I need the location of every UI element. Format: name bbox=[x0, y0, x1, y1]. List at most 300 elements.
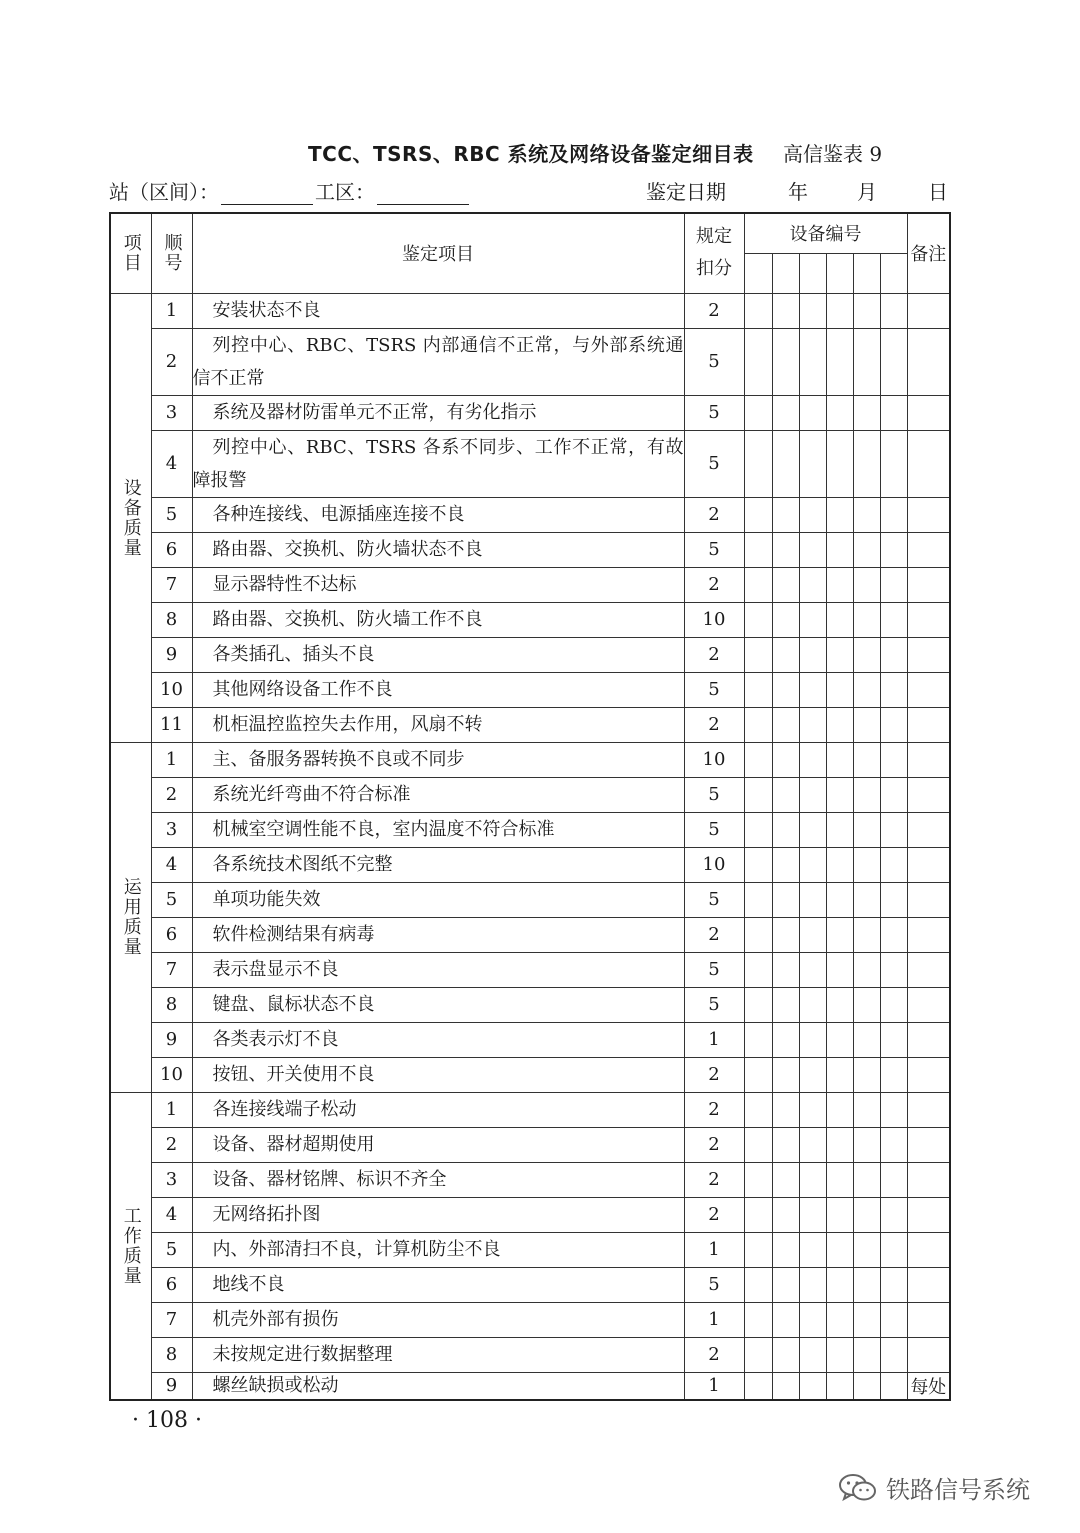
device-cell[interactable] bbox=[826, 328, 853, 395]
device-cell[interactable] bbox=[744, 1162, 772, 1197]
remark-cell[interactable] bbox=[907, 707, 950, 742]
device-cell[interactable] bbox=[826, 430, 853, 497]
seq-cell: 7 bbox=[151, 952, 192, 987]
seq-cell: 6 bbox=[151, 917, 192, 952]
remark-cell[interactable] bbox=[907, 1197, 950, 1232]
remark-cell[interactable] bbox=[907, 1162, 950, 1197]
item-cell: 无网络拓扑图 bbox=[192, 1197, 684, 1232]
device-cell[interactable] bbox=[826, 777, 853, 812]
device-cell[interactable] bbox=[799, 637, 826, 672]
item-cell: 列控中心、RBC、TSRS 各系不同步、工作不正常，有故障报警 bbox=[192, 430, 684, 497]
device-cell[interactable] bbox=[744, 293, 772, 328]
device-cell[interactable] bbox=[744, 952, 772, 987]
deduct-cell: 2 bbox=[684, 293, 744, 328]
device-cell[interactable] bbox=[799, 328, 826, 395]
device-cell[interactable] bbox=[826, 1197, 853, 1232]
device-cell[interactable] bbox=[826, 1337, 853, 1372]
device-cell[interactable] bbox=[744, 1022, 772, 1057]
device-cell[interactable] bbox=[880, 1092, 907, 1127]
table-row bbox=[110, 395, 950, 430]
device-cell[interactable] bbox=[799, 987, 826, 1022]
device-cell[interactable] bbox=[772, 1232, 799, 1267]
device-cell[interactable] bbox=[826, 812, 853, 847]
item-cell: 机械室空调性能不良，室内温度不符合标准 bbox=[192, 812, 684, 847]
device-cell[interactable] bbox=[799, 917, 826, 952]
device-cell[interactable] bbox=[826, 847, 853, 882]
seq-cell: 3 bbox=[151, 812, 192, 847]
remark-cell[interactable] bbox=[907, 637, 950, 672]
seq-cell: 11 bbox=[151, 707, 192, 742]
device-cell[interactable] bbox=[853, 917, 880, 952]
table-row bbox=[110, 1372, 950, 1400]
device-cell[interactable] bbox=[772, 395, 799, 430]
remark-cell[interactable] bbox=[907, 882, 950, 917]
device-cell[interactable] bbox=[772, 1162, 799, 1197]
device-cell[interactable] bbox=[744, 532, 772, 567]
remark-cell[interactable] bbox=[907, 1057, 950, 1092]
device-cell[interactable] bbox=[744, 1232, 772, 1267]
seq-cell: 1 bbox=[151, 742, 192, 777]
remark-cell[interactable] bbox=[907, 395, 950, 430]
device-cell[interactable] bbox=[799, 1267, 826, 1302]
device-cell[interactable] bbox=[772, 1337, 799, 1372]
device-cell[interactable] bbox=[880, 1162, 907, 1197]
deduct-cell: 5 bbox=[684, 430, 744, 497]
device-cell[interactable] bbox=[799, 293, 826, 328]
deduct-cell: 5 bbox=[684, 882, 744, 917]
deduct-cell: 10 bbox=[684, 742, 744, 777]
device-cell[interactable] bbox=[744, 602, 772, 637]
device-cell[interactable] bbox=[880, 917, 907, 952]
device-cell[interactable] bbox=[880, 328, 907, 395]
date-label: 鉴定日期 bbox=[646, 180, 726, 204]
device-cell[interactable] bbox=[853, 847, 880, 882]
device-cell[interactable] bbox=[799, 1372, 826, 1400]
deduct-cell: 1 bbox=[684, 1372, 744, 1400]
device-cell[interactable] bbox=[826, 1372, 853, 1400]
device-cell[interactable] bbox=[880, 777, 907, 812]
item-cell: 设备、器材铭牌、标识不齐全 bbox=[192, 1162, 684, 1197]
device-cell[interactable] bbox=[799, 1197, 826, 1232]
device-cell[interactable] bbox=[744, 1127, 772, 1162]
device-cell[interactable] bbox=[744, 847, 772, 882]
device-cell[interactable] bbox=[880, 395, 907, 430]
table-row bbox=[110, 1057, 950, 1092]
device-cell[interactable] bbox=[772, 293, 799, 328]
deduct-cell: 1 bbox=[684, 1232, 744, 1267]
device-cell[interactable] bbox=[853, 987, 880, 1022]
device-cell[interactable] bbox=[880, 1232, 907, 1267]
device-cell[interactable] bbox=[772, 497, 799, 532]
device-col-5[interactable] bbox=[853, 253, 880, 293]
device-cell[interactable] bbox=[772, 777, 799, 812]
device-cell[interactable] bbox=[826, 1127, 853, 1162]
device-cell[interactable] bbox=[826, 1057, 853, 1092]
device-cell[interactable] bbox=[826, 497, 853, 532]
table-row bbox=[110, 742, 950, 777]
device-col-1[interactable] bbox=[744, 253, 772, 293]
device-cell[interactable] bbox=[744, 328, 772, 395]
remark-cell[interactable] bbox=[907, 812, 950, 847]
device-cell[interactable] bbox=[772, 707, 799, 742]
device-cell[interactable] bbox=[826, 567, 853, 602]
item-cell: 软件检测结果有病毒 bbox=[192, 917, 684, 952]
device-cell[interactable] bbox=[744, 742, 772, 777]
table-row bbox=[110, 952, 950, 987]
device-col-2[interactable] bbox=[772, 253, 799, 293]
device-cell[interactable] bbox=[799, 1232, 826, 1267]
device-cell[interactable] bbox=[826, 532, 853, 567]
device-col-6[interactable] bbox=[880, 253, 907, 293]
device-cell[interactable] bbox=[880, 1197, 907, 1232]
device-cell[interactable] bbox=[799, 1092, 826, 1127]
device-cell[interactable] bbox=[826, 1092, 853, 1127]
device-cell[interactable] bbox=[799, 707, 826, 742]
device-col-3[interactable] bbox=[799, 253, 826, 293]
device-cell[interactable] bbox=[744, 1372, 772, 1400]
device-cell[interactable] bbox=[853, 430, 880, 497]
seq-cell: 8 bbox=[151, 1337, 192, 1372]
item-cell: 系统及器材防雷单元不正常，有劣化指示 bbox=[192, 395, 684, 430]
seq-cell: 8 bbox=[151, 987, 192, 1022]
deduct-cell: 5 bbox=[684, 952, 744, 987]
device-cell[interactable] bbox=[826, 882, 853, 917]
device-cell[interactable] bbox=[880, 707, 907, 742]
device-cell[interactable] bbox=[853, 1162, 880, 1197]
device-cell[interactable] bbox=[772, 952, 799, 987]
month-label: 月 bbox=[857, 180, 877, 204]
item-cell: 系统光纤弯曲不符合标准 bbox=[192, 777, 684, 812]
table-row bbox=[110, 672, 950, 707]
deduct-cell: 5 bbox=[684, 328, 744, 395]
device-cell[interactable] bbox=[799, 672, 826, 707]
device-cell[interactable] bbox=[799, 777, 826, 812]
device-cell[interactable] bbox=[772, 1057, 799, 1092]
device-cell[interactable] bbox=[744, 1197, 772, 1232]
device-cell[interactable] bbox=[880, 567, 907, 602]
device-cell[interactable] bbox=[853, 1372, 880, 1400]
device-cell[interactable] bbox=[880, 497, 907, 532]
device-cell[interactable] bbox=[772, 1267, 799, 1302]
device-cell[interactable] bbox=[744, 1057, 772, 1092]
device-cell[interactable] bbox=[853, 707, 880, 742]
device-cell[interactable] bbox=[772, 882, 799, 917]
device-cell[interactable] bbox=[772, 1372, 799, 1400]
device-cell[interactable] bbox=[853, 637, 880, 672]
table-row bbox=[110, 328, 950, 395]
device-cell[interactable] bbox=[826, 395, 853, 430]
remark-cell[interactable] bbox=[907, 1232, 950, 1267]
device-cell[interactable] bbox=[826, 1302, 853, 1337]
device-cell[interactable] bbox=[826, 742, 853, 777]
device-cell[interactable] bbox=[853, 1267, 880, 1302]
device-cell[interactable] bbox=[744, 1337, 772, 1372]
device-cell[interactable] bbox=[744, 707, 772, 742]
device-cell[interactable] bbox=[799, 742, 826, 777]
device-cell[interactable] bbox=[853, 1232, 880, 1267]
table-row bbox=[110, 1022, 950, 1057]
device-cell[interactable] bbox=[799, 847, 826, 882]
device-cell[interactable] bbox=[853, 395, 880, 430]
device-cell[interactable] bbox=[880, 532, 907, 567]
device-cell[interactable] bbox=[744, 812, 772, 847]
device-cell[interactable] bbox=[880, 742, 907, 777]
remark-cell[interactable] bbox=[907, 567, 950, 602]
device-cell[interactable] bbox=[799, 430, 826, 497]
table-row bbox=[110, 1197, 950, 1232]
seq-cell: 5 bbox=[151, 497, 192, 532]
device-cell[interactable] bbox=[853, 567, 880, 602]
table-row bbox=[110, 1267, 950, 1302]
remark-cell[interactable] bbox=[907, 430, 950, 497]
device-cell[interactable] bbox=[880, 952, 907, 987]
device-cell[interactable] bbox=[744, 917, 772, 952]
remark-cell[interactable] bbox=[907, 328, 950, 395]
device-cell[interactable] bbox=[799, 882, 826, 917]
device-cell[interactable] bbox=[799, 1337, 826, 1372]
device-cell[interactable] bbox=[853, 1337, 880, 1372]
device-cell[interactable] bbox=[772, 1302, 799, 1337]
device-cell[interactable] bbox=[826, 293, 853, 328]
device-cell[interactable] bbox=[853, 952, 880, 987]
deduct-cell: 10 bbox=[684, 602, 744, 637]
device-cell[interactable] bbox=[744, 395, 772, 430]
device-cell[interactable] bbox=[826, 602, 853, 637]
device-cell[interactable] bbox=[826, 987, 853, 1022]
category-cell: 工作质量 bbox=[110, 1092, 151, 1400]
device-cell[interactable] bbox=[772, 567, 799, 602]
deduct-cell: 2 bbox=[684, 497, 744, 532]
device-cell[interactable] bbox=[799, 1127, 826, 1162]
device-cell[interactable] bbox=[772, 1022, 799, 1057]
device-cell[interactable] bbox=[880, 987, 907, 1022]
device-cell[interactable] bbox=[772, 812, 799, 847]
remark-cell[interactable] bbox=[907, 532, 950, 567]
device-cell[interactable] bbox=[826, 1162, 853, 1197]
seq-cell: 5 bbox=[151, 882, 192, 917]
device-cell[interactable] bbox=[744, 987, 772, 1022]
seq-cell: 4 bbox=[151, 430, 192, 497]
device-cell[interactable] bbox=[880, 1267, 907, 1302]
item-cell: 列控中心、RBC、TSRS 内部通信不正常，与外部系统通信不正常 bbox=[192, 328, 684, 395]
device-cell[interactable] bbox=[744, 497, 772, 532]
device-cell[interactable] bbox=[772, 1197, 799, 1232]
seq-cell: 10 bbox=[151, 672, 192, 707]
device-cell[interactable] bbox=[880, 1372, 907, 1400]
device-cell[interactable] bbox=[853, 602, 880, 637]
seq-cell: 4 bbox=[151, 847, 192, 882]
seq-cell: 3 bbox=[151, 1162, 192, 1197]
seq-cell: 5 bbox=[151, 1232, 192, 1267]
device-cell[interactable] bbox=[799, 602, 826, 637]
remark-cell[interactable] bbox=[907, 742, 950, 777]
device-cell[interactable] bbox=[826, 952, 853, 987]
device-cell[interactable] bbox=[880, 430, 907, 497]
device-cell[interactable] bbox=[880, 1337, 907, 1372]
device-cell[interactable] bbox=[744, 567, 772, 602]
item-cell: 键盘、鼠标状态不良 bbox=[192, 987, 684, 1022]
device-cell[interactable] bbox=[853, 497, 880, 532]
table-body bbox=[110, 293, 950, 1400]
device-cell[interactable] bbox=[880, 1022, 907, 1057]
seq-cell: 4 bbox=[151, 1197, 192, 1232]
station-line bbox=[109, 176, 471, 205]
device-cell[interactable] bbox=[853, 1057, 880, 1092]
table-row bbox=[110, 1302, 950, 1337]
remark-cell[interactable] bbox=[907, 672, 950, 707]
device-cell[interactable] bbox=[826, 917, 853, 952]
remark-cell[interactable] bbox=[907, 1302, 950, 1337]
device-cell[interactable] bbox=[772, 672, 799, 707]
device-cell[interactable] bbox=[772, 987, 799, 1022]
device-cell[interactable] bbox=[853, 1092, 880, 1127]
remark-cell[interactable] bbox=[907, 1092, 950, 1127]
device-cell[interactable] bbox=[826, 637, 853, 672]
device-cell[interactable] bbox=[799, 1057, 826, 1092]
remark-cell[interactable] bbox=[907, 917, 950, 952]
remark-cell[interactable] bbox=[907, 293, 950, 328]
remark-cell[interactable] bbox=[907, 952, 950, 987]
device-cell[interactable] bbox=[853, 777, 880, 812]
remark-cell[interactable] bbox=[907, 777, 950, 812]
device-cell[interactable] bbox=[853, 1127, 880, 1162]
table-row bbox=[110, 812, 950, 847]
remark-cell[interactable] bbox=[907, 1022, 950, 1057]
table-row bbox=[110, 497, 950, 532]
item-cell: 单项功能失效 bbox=[192, 882, 684, 917]
device-cell[interactable] bbox=[799, 812, 826, 847]
deduct-cell: 2 bbox=[684, 1057, 744, 1092]
device-cell[interactable] bbox=[853, 532, 880, 567]
remark-cell[interactable] bbox=[907, 1267, 950, 1302]
item-cell: 各类插孔、插头不良 bbox=[192, 637, 684, 672]
item-cell: 设备、器材超期使用 bbox=[192, 1127, 684, 1162]
device-cell[interactable] bbox=[880, 602, 907, 637]
deduct-cell: 2 bbox=[684, 707, 744, 742]
seq-cell: 2 bbox=[151, 1127, 192, 1162]
device-cell[interactable] bbox=[826, 672, 853, 707]
device-cell[interactable] bbox=[853, 1197, 880, 1232]
device-cell[interactable] bbox=[744, 1092, 772, 1127]
device-cell[interactable] bbox=[853, 1302, 880, 1337]
device-cell[interactable] bbox=[880, 293, 907, 328]
item-cell: 路由器、交换机、防火墙工作不良 bbox=[192, 602, 684, 637]
remark-cell[interactable] bbox=[907, 602, 950, 637]
device-cell[interactable] bbox=[799, 1022, 826, 1057]
deduct-cell: 2 bbox=[684, 917, 744, 952]
device-cell[interactable] bbox=[880, 847, 907, 882]
device-cell[interactable] bbox=[853, 812, 880, 847]
device-cell[interactable] bbox=[772, 847, 799, 882]
seq-cell: 10 bbox=[151, 1057, 192, 1092]
device-cell[interactable] bbox=[799, 1302, 826, 1337]
device-cell[interactable] bbox=[799, 532, 826, 567]
device-cell[interactable] bbox=[853, 742, 880, 777]
device-cell[interactable] bbox=[744, 1267, 772, 1302]
device-cell[interactable] bbox=[826, 1232, 853, 1267]
item-cell: 地线不良 bbox=[192, 1267, 684, 1302]
device-cell[interactable] bbox=[772, 742, 799, 777]
item-cell: 显示器特性不达标 bbox=[192, 567, 684, 602]
device-cell[interactable] bbox=[799, 1162, 826, 1197]
remark-cell[interactable] bbox=[907, 1127, 950, 1162]
device-cell[interactable] bbox=[772, 430, 799, 497]
form-code: 高信鉴表 9 bbox=[783, 142, 883, 166]
deduct-cell: 2 bbox=[684, 567, 744, 602]
device-cell[interactable] bbox=[744, 430, 772, 497]
device-cell[interactable] bbox=[826, 1267, 853, 1302]
deduct-cell: 5 bbox=[684, 777, 744, 812]
device-cell[interactable] bbox=[880, 882, 907, 917]
remark-cell[interactable] bbox=[907, 847, 950, 882]
workarea-label: 工区： bbox=[315, 180, 375, 204]
device-cell[interactable] bbox=[826, 1022, 853, 1057]
device-cell[interactable] bbox=[853, 293, 880, 328]
seq-cell: 9 bbox=[151, 1022, 192, 1057]
device-cell[interactable] bbox=[799, 497, 826, 532]
header-deduct: 规定 扣分 bbox=[684, 213, 744, 293]
device-cell[interactable] bbox=[772, 637, 799, 672]
device-cell[interactable] bbox=[772, 602, 799, 637]
table-row bbox=[110, 1162, 950, 1197]
remark-cell[interactable] bbox=[907, 497, 950, 532]
table-row bbox=[110, 637, 950, 672]
deduct-cell: 2 bbox=[684, 1337, 744, 1372]
device-cell[interactable] bbox=[744, 672, 772, 707]
category-cell: 设备质量 bbox=[110, 293, 151, 742]
table-row bbox=[110, 1232, 950, 1267]
device-cell[interactable] bbox=[853, 672, 880, 707]
year-label: 年 bbox=[788, 180, 808, 204]
device-cell[interactable] bbox=[799, 952, 826, 987]
device-cell[interactable] bbox=[799, 567, 826, 602]
device-cell[interactable] bbox=[744, 637, 772, 672]
device-cell[interactable] bbox=[744, 777, 772, 812]
table-row bbox=[110, 567, 950, 602]
device-cell[interactable] bbox=[772, 1092, 799, 1127]
device-cell[interactable] bbox=[772, 532, 799, 567]
device-cell[interactable] bbox=[880, 1057, 907, 1092]
item-cell: 各类表示灯不良 bbox=[192, 1022, 684, 1057]
device-cell[interactable] bbox=[853, 1022, 880, 1057]
seq-cell: 2 bbox=[151, 777, 192, 812]
device-cell[interactable] bbox=[880, 812, 907, 847]
device-col-4[interactable] bbox=[826, 253, 853, 293]
device-cell[interactable] bbox=[880, 1127, 907, 1162]
station-blank[interactable] bbox=[221, 182, 313, 205]
remark-cell[interactable] bbox=[907, 1337, 950, 1372]
device-cell[interactable] bbox=[880, 672, 907, 707]
seq-cell: 8 bbox=[151, 602, 192, 637]
item-cell: 其他网络设备工作不良 bbox=[192, 672, 684, 707]
device-cell[interactable] bbox=[799, 395, 826, 430]
device-cell[interactable] bbox=[744, 882, 772, 917]
item-cell: 表示盘显示不良 bbox=[192, 952, 684, 987]
remark-cell[interactable]: 每处 bbox=[907, 1372, 950, 1400]
device-cell[interactable] bbox=[853, 882, 880, 917]
workarea-blank[interactable] bbox=[377, 182, 469, 205]
device-cell[interactable] bbox=[772, 1127, 799, 1162]
device-cell[interactable] bbox=[826, 707, 853, 742]
device-cell[interactable] bbox=[744, 1302, 772, 1337]
device-cell[interactable] bbox=[772, 328, 799, 395]
device-cell[interactable] bbox=[772, 917, 799, 952]
header-item: 鉴定项目 bbox=[192, 213, 684, 293]
device-cell[interactable] bbox=[880, 637, 907, 672]
remark-cell[interactable] bbox=[907, 987, 950, 1022]
device-cell[interactable] bbox=[853, 328, 880, 395]
device-cell[interactable] bbox=[880, 1302, 907, 1337]
